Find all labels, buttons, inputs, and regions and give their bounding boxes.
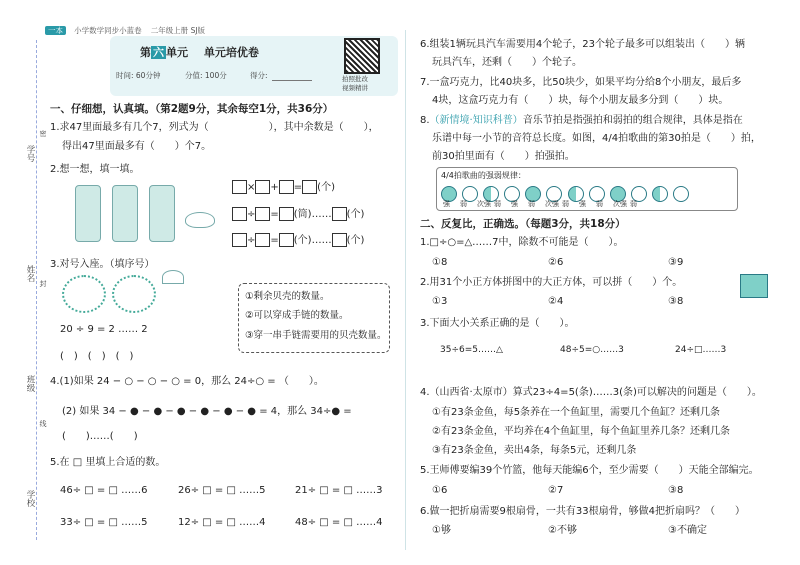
s3-option[interactable]: 24÷□……3 [675, 345, 727, 355]
beat-label: 弱 [562, 200, 569, 208]
cut-line [36, 40, 37, 540]
beat-pattern-box [436, 167, 738, 211]
q8-text: 乐谱中每一小节的音符总长度。如图，4/4拍歌曲的第30拍是（ ）拍， [432, 133, 761, 144]
q5-item[interactable]: 12÷ □ = □ ……4 [178, 517, 266, 528]
q5-item[interactable]: 26÷ □ = □ ……5 [178, 485, 266, 496]
page-header [45, 18, 405, 35]
answer-box[interactable] [279, 233, 294, 247]
s3-option[interactable]: 48÷5=○……3 [560, 345, 624, 355]
qr-code [344, 38, 380, 74]
bracelet-icon [112, 275, 156, 313]
shuttlecock-tube-icon [75, 185, 101, 242]
s1-option[interactable]: ③9 [668, 257, 684, 268]
school-label: 学校 [25, 490, 35, 507]
unit-text: (筒) [293, 209, 312, 220]
q5-item[interactable]: 48÷ □ = □ ……4 [295, 517, 383, 528]
q3-option: ②可以穿成手链的数量。 [245, 310, 349, 321]
beat-label: 弱 [596, 200, 603, 208]
binding-margin [0, 0, 47, 565]
q4-part2-answer[interactable]: ( )……( ) [62, 431, 138, 442]
q1-text: 得出47里面最多有（ ）个7。 [62, 141, 212, 152]
q2-equation-3: ÷ = (个)…… (个) [232, 233, 364, 247]
answer-box[interactable] [332, 233, 347, 247]
answer-box[interactable] [332, 207, 347, 221]
s4-option[interactable]: ②有23条金鱼，平均养在4个鱼缸里，每个鱼缸里养几条？还剩几条 [432, 426, 731, 437]
shuttlecock-tube-icon [149, 185, 175, 242]
s4-option[interactable]: ③有23条金鱼，卖出4条，每条5元，还剩几条 [432, 445, 637, 456]
class-label: 班级 [25, 375, 35, 392]
beat-labels [443, 199, 647, 209]
unit-card [110, 36, 398, 96]
s6-option[interactable]: ②不够 [548, 525, 577, 536]
s5-text: 5.王师傅要编39个竹篮，他每天能编6个，至少需要（ ）天能全部编完。 [420, 465, 759, 476]
q5-item[interactable]: 46÷ □ = □ ……6 [60, 485, 148, 496]
s2-option[interactable]: ②4 [548, 296, 564, 307]
weak-beat-icon [673, 186, 689, 202]
unit-text: (个) [317, 182, 335, 193]
q1-text: 1.求47里面最多有几个7，列式为（ ），其中余数是（ ）， [50, 122, 379, 133]
qr-caption: 拍照批改 [342, 75, 368, 83]
student-name-label: 姓名 [25, 265, 35, 282]
qr-caption: 视频精讲 [342, 84, 368, 92]
series-name: 小学数学同步小蓝卷 [74, 26, 142, 35]
q6-text: 6.组装1辆玩具汽车需要用4个轮子，23个轮子最多可以组装出（ ）辆 [420, 39, 745, 50]
beat-label: 弱 [494, 200, 501, 208]
q3-option: ①剩余贝壳的数量。 [245, 291, 330, 302]
s4-text: 4.（山西省·太原市）算式23÷4=5(条)……3(条)可以解决的问题是（ ）。 [420, 387, 762, 398]
seal-char: 线 [39, 420, 47, 427]
s5-option[interactable]: ①6 [432, 485, 448, 496]
s2-text: 2.用31个小正方体拼图中的大正方体，可以拼（ ）个。 [420, 277, 683, 288]
remainder-dots: …… [311, 209, 332, 220]
shell-icon [162, 270, 184, 284]
unit-title-pre: 第 [140, 46, 151, 59]
beat-label: 弱 [630, 200, 637, 208]
q2-equation-2: ÷ = (筒)…… (个) [232, 207, 364, 221]
medium-beat-icon [652, 186, 668, 202]
answer-box[interactable] [232, 180, 247, 194]
q3-equation: 20 ÷ 9 = 2 …… 2 [60, 324, 148, 335]
part2-heading: 二、反复比，正确选。（每题3分，共18分） [420, 218, 626, 230]
unit-text: (个) [293, 235, 312, 246]
answer-box[interactable] [255, 207, 270, 221]
s1-text: 1.□÷○=△……7中，除数不可能是（ ）。 [420, 237, 624, 248]
unit-number: 六 [153, 46, 164, 59]
q2-text: 2.想一想，填一填。 [50, 164, 140, 175]
s1-option[interactable]: ①8 [432, 257, 448, 268]
q4-part2: (2) 如果 34 − ● − ● − ● − ● − ● − ● = 4，那么 34÷● = [62, 406, 352, 417]
beat-title: 4/4拍歌曲的强弱规律： [441, 171, 526, 180]
unit-title-post: 单元 [166, 46, 188, 59]
s5-option[interactable]: ③8 [668, 485, 684, 496]
q5-item[interactable]: 21÷ □ = □ ……3 [295, 485, 383, 496]
seal-char: 密 [39, 130, 47, 137]
s2-option[interactable]: ③8 [668, 296, 684, 307]
s6-text: 6.做一把折扇需要9根扇骨，一共有33根扇骨，够做4把折扇吗？（ ） [420, 506, 745, 517]
s3-option[interactable]: 35÷6=5……△ [440, 345, 503, 355]
s1-option[interactable]: ②6 [548, 257, 564, 268]
s6-option[interactable]: ③不确定 [668, 525, 707, 536]
seal-char: 封 [39, 280, 47, 287]
grade-label: 二年级上册 SJ版 [150, 26, 206, 35]
q8-text: 前30拍里面有（ ）拍强拍。 [432, 151, 575, 162]
q7-text: 7.一盒巧克力，比40块多，比50块少，如果平均分给8个小朋友，最后多 [420, 77, 742, 88]
answer-box[interactable] [255, 233, 270, 247]
column-divider [405, 30, 406, 550]
score-blank [272, 80, 312, 81]
q2-equation-1: × + = (个) [232, 180, 335, 194]
answer-box[interactable] [232, 233, 247, 247]
answer-box[interactable] [279, 180, 294, 194]
q5-item[interactable]: 33÷ □ = □ ……5 [60, 517, 148, 528]
part1-heading: 一、仔细想，认真填。（第2题9分，其余每空1分，共36分） [50, 103, 334, 115]
answer-box[interactable] [302, 180, 317, 194]
q4-part1: 4.(1)如果 24 − ○ − ○ − ○ = 0，那么 24÷○ = （ ）。 [50, 376, 324, 387]
q8-tag: （新情境·知识科普） [429, 115, 523, 126]
unit-title [140, 44, 259, 60]
q6-text: 玩具汽车，还剩（ ）个轮子。 [432, 57, 582, 68]
beat-label: 弱 [528, 200, 535, 208]
student-number-label: 学号 [25, 145, 35, 162]
s5-option[interactable]: ②7 [548, 485, 564, 496]
answer-box[interactable] [255, 180, 270, 194]
unit-title-main: 单元培优卷 [203, 46, 259, 59]
q7-text: 4块，这盒巧克力有（ ）块，每个小朋友最多分到（ ）块。 [432, 95, 729, 106]
answer-box[interactable] [279, 207, 294, 221]
s3-text: 3.下面大小关系正确的是（ ）。 [420, 318, 575, 329]
beat-label: 强 [579, 200, 586, 208]
s4-option[interactable]: ①有23条金鱼，每5条养在一个鱼缸里，需要几个鱼缸？还剩几条 [432, 407, 721, 418]
operator: ÷ [247, 209, 256, 220]
beat-label: 弱 [460, 200, 467, 208]
s6-option[interactable]: ①够 [432, 525, 451, 536]
q8-text-1: 音乐节拍是指强拍和弱拍的组合规律，具体是指在 [522, 115, 743, 126]
q8-text: 8.（新情境·知识科普）音乐节拍是指强拍和弱拍的组合规律，具体是指在 [420, 115, 743, 126]
beat-label: 强 [511, 200, 518, 208]
q5-text: 5.在 □ 里填上合适的数。 [50, 457, 166, 468]
beat-label: 次强 [613, 200, 627, 208]
shuttlecock-tube-icon [112, 185, 138, 242]
q3-answer-slots[interactable]: ( ) ( ) ( ) [60, 351, 134, 362]
unit-text: (个) [346, 235, 365, 246]
time-label: 时间: 60分钟 [116, 71, 161, 80]
beat-label: 次强 [477, 200, 491, 208]
score-full-label: 分值: 100分 [185, 71, 227, 80]
bracelet-icon [62, 275, 106, 313]
score-got-label: 得分: [250, 71, 268, 80]
series-badge: 一本 [45, 26, 66, 35]
shuttlecock-icon [185, 212, 215, 228]
unit-text: (个) [346, 209, 365, 220]
q3-text: 3.对号入座。（填序号） [50, 259, 155, 270]
beat-label: 强 [443, 200, 450, 208]
answer-box[interactable] [232, 207, 247, 221]
s2-option[interactable]: ①3 [432, 296, 448, 307]
beat-label: 次强 [545, 200, 559, 208]
cube-stack-icon [740, 274, 768, 298]
q3-option: ③穿一串手链需要用的贝壳数量。 [245, 330, 387, 341]
